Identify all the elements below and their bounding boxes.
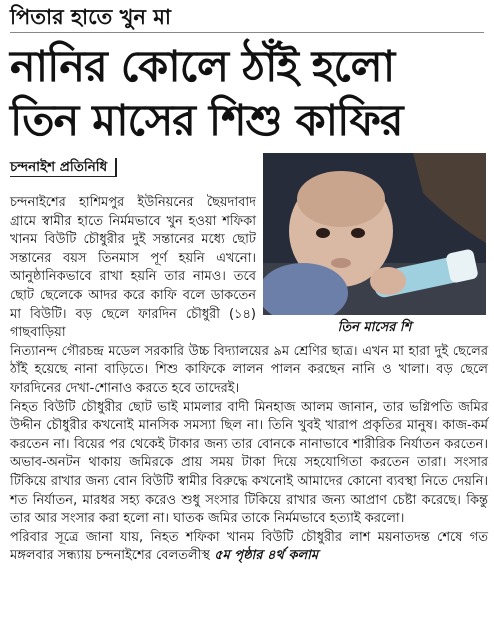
article-byline: চন্দনাইশ প্রতিনিধি [10, 158, 117, 177]
body-paragraph-2: নিহত বিউটি চৌধুরীর ছোট ভাই মামলার বাদী মিনহাজ আলম জানান, তার ভগ্নিপতি জমির উদ্দীন চৌধুরীর কখনোই মানসিক সমস্যা ছিল না। তিনি খুবই খারাপ প্রকৃতির মানুষ। কাজ-কর্ম করতেন না। বিয়ের পর থেকেই টাকার জন্য তার বোনকে নানাভাবে শারীরিক নির্যাতন করতেন। অভাব-অনটন থাকায় জমিরকে প্রায় সময় টাকা দিয়ে সহযোগিতা করতেন তারা। সংসার টিকিয়ে রাখার জন্য বোন বিউটি স্বামীর বিরুদ্ধে কখনোই আমাদের কোনো ব্যবস্থা নিতে দেয়নি। শত নির্যাতন, মারধর সহ্য করেও শুধু সংসার টিকিয়ে রাখার জন্য আপ্রাণ চেষ্টা করেছে। কিন্তু তার আর সংসার করা হলো না। ঘাতক জমির তাকে নির্মমভাবে হত্যাই করলো। [10, 399, 488, 527]
article-body [10, 194, 488, 566]
body-paragraph-3-text: পরিবার সূত্রে জানা যায়, নিহত শফিকা খানম বিউটি চৌধুরীর লাশ ময়নাতদন্ত শেষে গত মঙ্গলবার সন্ধ্যায় চন্দনাইশের বেলতলীস্থ [10, 529, 488, 564]
article-kicker: পিতার হাতে খুন মা [10, 4, 484, 33]
body-paragraph-3 [10, 529, 488, 566]
article-headline [10, 40, 490, 148]
headline-line-2: তিন মাসের শিশু কাফির [10, 96, 403, 146]
continuation-reference: ৫ম পৃষ্ঠার ৪র্থ কলাম [214, 548, 319, 564]
body-paragraph-1: নিত্যানন্দ গৌরচন্দ্র মডেল সরকারি উচ্চ বিদ্যালয়ের ৯ম শ্রেণির ছাত্র। এখন মা হারা দুই ছেলের ঠাঁই হয়েছে নানা বাড়িতে। শিশু কাফিকে লালন পালন করছেন নানি ও খালা। বড় ছেলে ফারদিনের দেখা-শোনাও করতে হবে তাদেরই। [10, 343, 488, 396]
photo-caption: তিন মাসের শি [337, 320, 412, 335]
body-paragraph-narrow: চন্দনাইশের হাশিমপুর ইউনিয়নের ছৈয়দাবাদ গ্রামে স্বামীর হাতে নির্মমভাবে খুন হওয়া শফিকা খানম বিউটি চৌধুরীর দুই সন্তানের মধ্যে ছোট সন্তানের বয়স তিনমাস পূর্ণ হয়নি এখনো। আনুষ্ঠানিকভাবে রাখা হয়নি তার নামও। তবে ছোট ছেলেকে আদর করে কাফি বলে ডাকতেন মা বিউটি। বড় ছেলে ফারদিন চৌধুরী (১৪) গাছবাড়িয়া [10, 195, 256, 341]
headline-line-1: নানির কোলে ঠাঁই হলো [10, 42, 395, 92]
